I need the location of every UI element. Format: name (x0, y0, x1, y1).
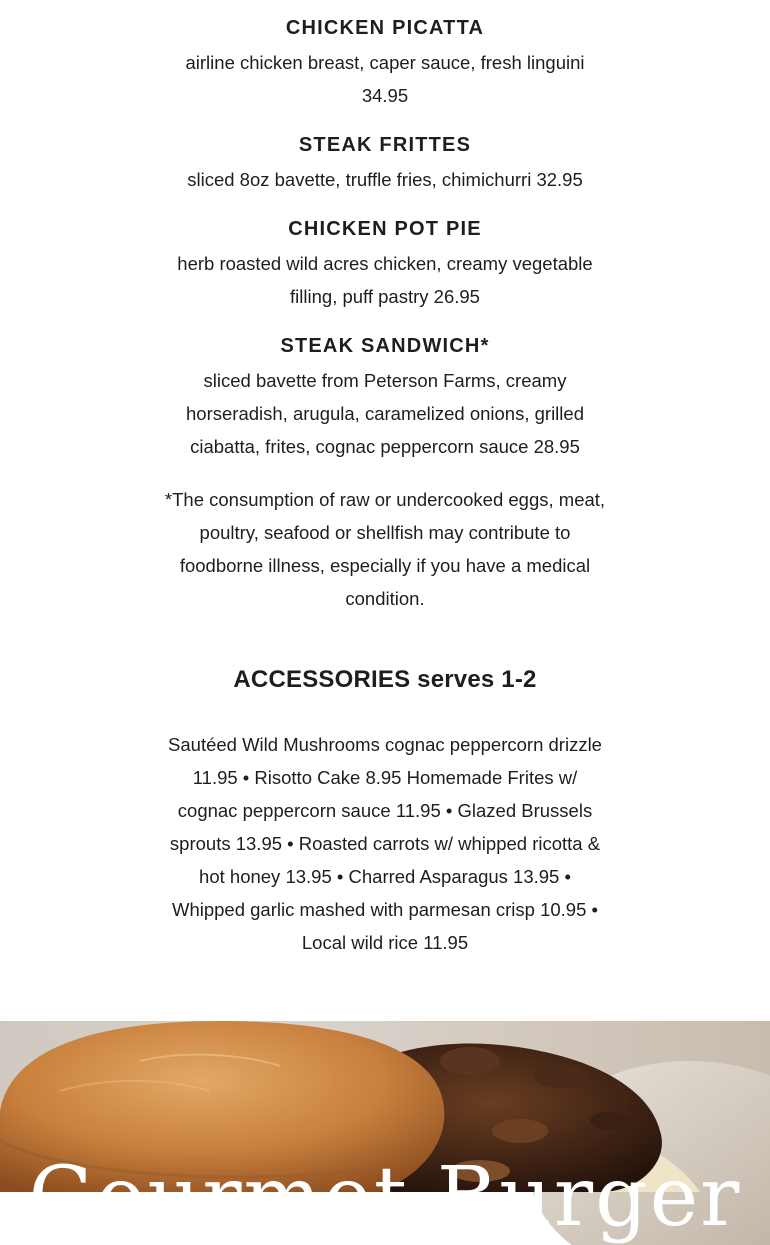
menu-section (160, 0, 610, 959)
menu-item-name: CHICKEN POT PIE (288, 218, 482, 240)
menu-item-description: sliced 8oz bavette, truffle fries, chimichurri 32.95 (187, 169, 583, 190)
menu-item-name: STEAK FRITTES (298, 134, 472, 156)
hero-banner (0, 1021, 770, 1245)
menu-item-description: airline chicken breast, caper sauce, fresh linguini 34.95 (185, 52, 585, 106)
food-safety-disclaimer: *The consumption of raw or undercooked eggs, meat, poultry, seafood or shellfish may contribute to foodborne illness, especially if you have a medical condition. (164, 489, 606, 609)
menu-item (160, 334, 610, 463)
menu-item (160, 0, 610, 112)
accessories-list: Sautéed Wild Mushrooms cognac peppercorn drizzle 11.95 • Risotto Cake 8.95 Homemade Frites w/ cognac peppercorn sauce 11.95 • Glazed Brussels sprouts 13.95 • Roasted carrots w/ whipped ricotta & hot honey 13.95 • Charred Asparagus 13.95 • Whipped garlic mashed with parmesan crisp 10.95 • Local wild rice 11.95 (168, 734, 602, 953)
accessories-heading: ACCESSORIES serves 1-2 (233, 666, 537, 693)
menu-item-description: sliced bavette from Peterson Farms, creamy horseradish, arugula, caramelized onions, grilled ciabatta, frites, cognac peppercorn sauce 28.95 (186, 370, 584, 457)
menu-item-name: STEAK SANDWICH* (280, 335, 490, 357)
menu-item (160, 217, 610, 313)
menu-item (160, 133, 610, 196)
menu-item-description: herb roasted wild acres chicken, creamy vegetable filling, puff pastry 26.95 (177, 253, 593, 307)
menu-item-name: CHICKEN PICATTA (285, 17, 485, 39)
hero-title: Gourmet Burger (28, 1150, 742, 1245)
